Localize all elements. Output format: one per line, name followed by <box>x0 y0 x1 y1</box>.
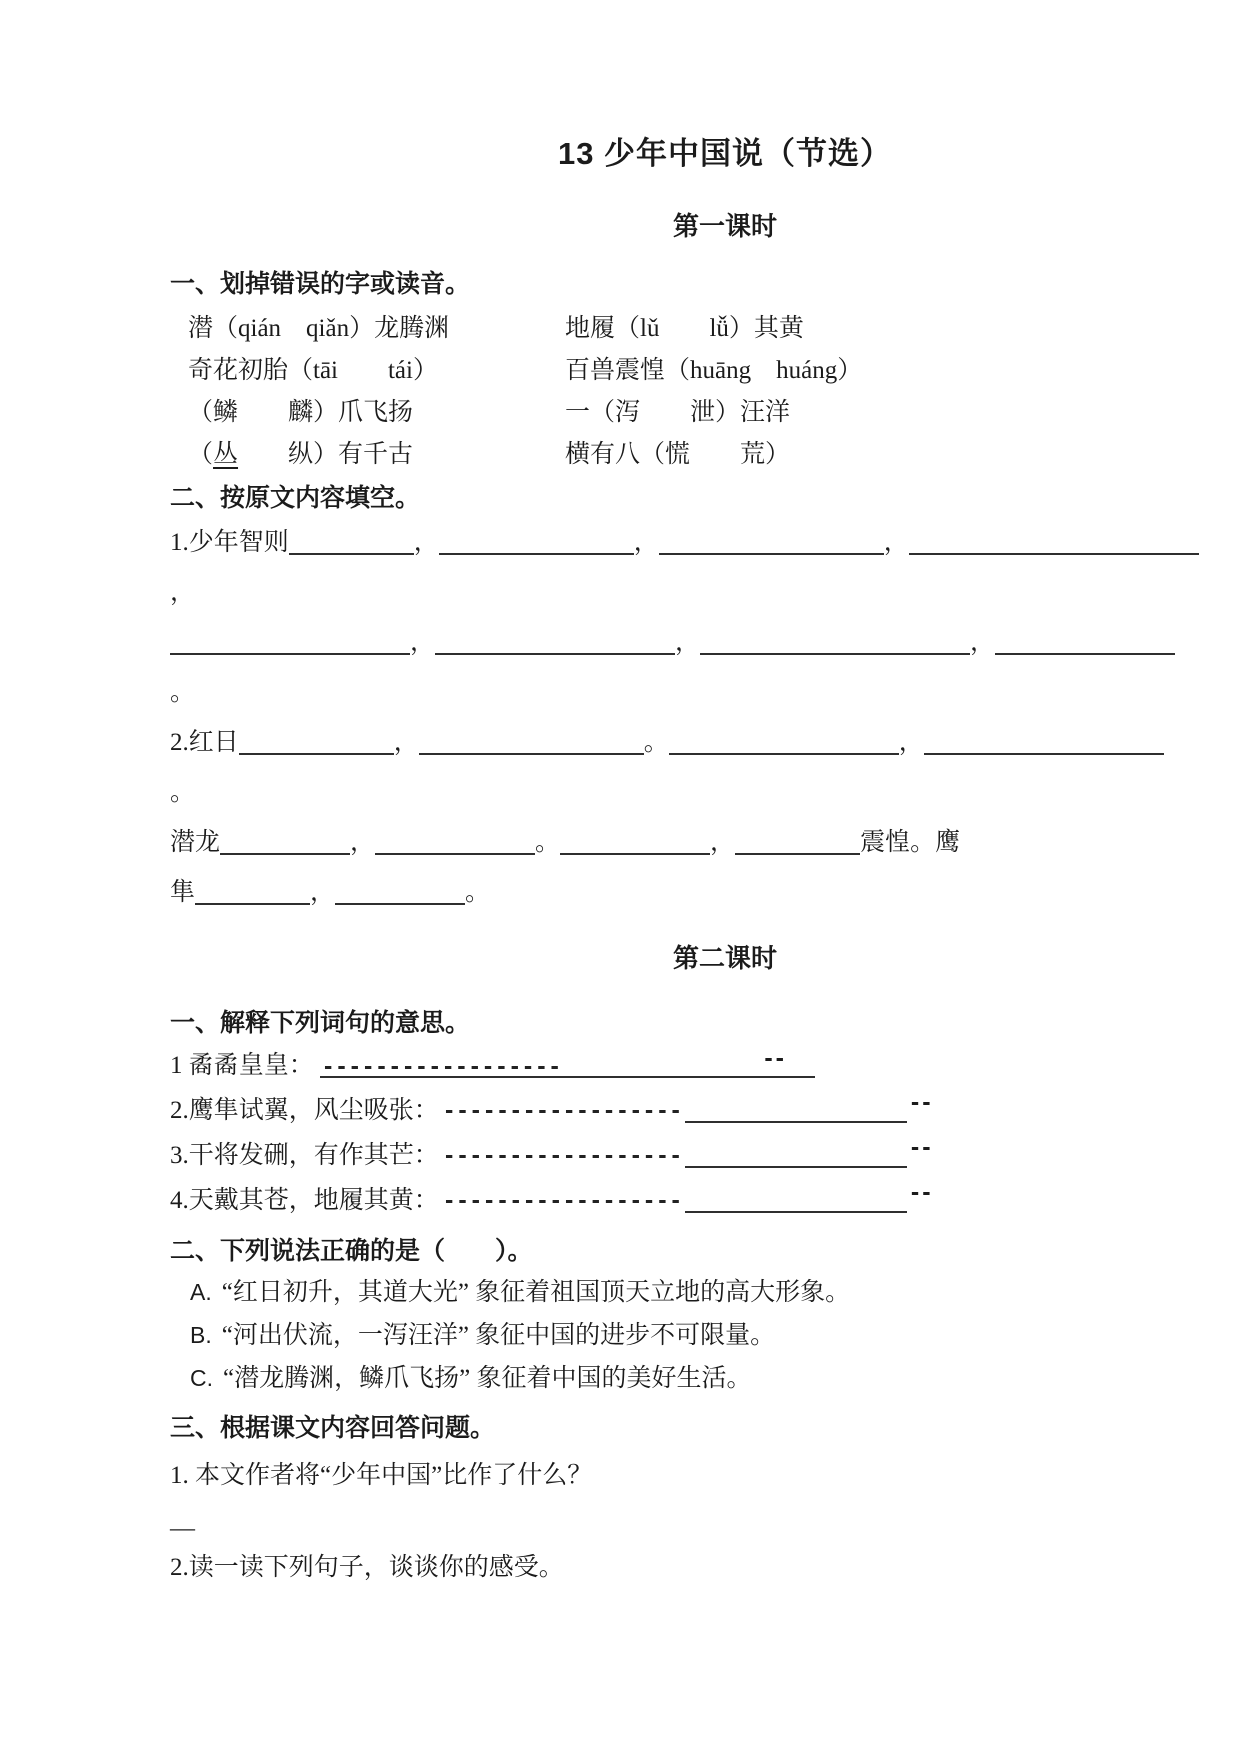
pinyin-choice-left: （丛 纵）有千古 <box>188 441 414 468</box>
question-1: 1. 本文作者将“少年中国”比作了什么？ <box>170 1462 593 1489</box>
option-b-label: B. <box>190 1322 212 1348</box>
part2-section3-heading: 三、根据课文内容回答问题。 <box>170 1414 496 1442</box>
definition-item: 3.干将发硎，有作其芒： ------------------ -- <box>170 1133 934 1169</box>
fill-blank-line: ， <box>170 579 196 606</box>
part2-section1-heading: 一、解释下列词句的意思。 <box>170 1009 471 1037</box>
definition-item: 4.天戴其苍，地履其黄： ------------------ -- <box>170 1178 934 1214</box>
lesson-period-1-heading: 第一课时 <box>672 211 777 241</box>
part2-section2-heading: 二、下列说法正确的是（ ）。 <box>170 1237 533 1265</box>
option-a <box>170 1271 1241 1314</box>
fill-blank-line: ， ， ， <box>170 618 1241 668</box>
definition-item: 1 矞矞皇皇： ------------------ -- <box>170 1043 1241 1088</box>
fill-blank-line: 。 <box>170 679 196 706</box>
pinyin-choice-left: （鳞 麟）爪飞扬 <box>188 399 414 426</box>
pinyin-choice-left: 奇花初胎（tāi tái） <box>188 357 438 384</box>
pinyin-choice-right: 百兽震惶（huāng huáng） <box>565 357 863 384</box>
part1-section1-heading: 一、划掉错误的字或读音。 <box>170 270 471 298</box>
option-a-label: A. <box>190 1279 212 1305</box>
multiple-choice-options <box>170 1271 1241 1400</box>
pinyin-choice-right: 地履（lǔ lǚ）其黄 <box>565 315 804 342</box>
fill-blank-line: 隼 ， 。 <box>170 879 491 906</box>
option-a-text: “红日初升，其道大光” 象征着祖国顶天立地的高大形象。 <box>221 1279 851 1306</box>
lesson-period-2-heading: 第二课时 <box>672 943 777 973</box>
definition-item: 2.鹰隼试翼，风尘吸张： ------------------ -- <box>170 1088 934 1124</box>
worksheet-title: 13 少年中国说（节选） <box>557 136 893 171</box>
pinyin-choice-left: 潜（qián qiǎn）龙腾渊 <box>188 315 450 342</box>
part1-section2-heading: 二、按原文内容填空。 <box>170 484 421 512</box>
option-c-label: C. <box>190 1365 213 1391</box>
definition-items <box>170 1043 1241 1223</box>
pinyin-choice-row <box>170 392 1241 434</box>
option-b-text: “河出伏流，一泻汪洋” 象征中国的进步不可限量。 <box>221 1322 776 1349</box>
pinyin-choice-row <box>170 434 1241 476</box>
option-b <box>170 1314 1241 1357</box>
pinyin-choice-row <box>170 350 1241 392</box>
option-c-text: “潜龙腾渊，鳞爪飞扬” 象征着中国的美好生活。 <box>223 1365 752 1392</box>
pinyin-choice-right: 横有八（慌 荒） <box>565 441 791 468</box>
pinyin-choice-row <box>170 308 1241 350</box>
pinyin-choice-rows <box>170 308 1241 476</box>
answer-line-dash: — <box>170 1515 195 1542</box>
option-c <box>170 1357 1241 1400</box>
fill-blank-line: 2.红日 ， 。 ， <box>170 718 1241 768</box>
fill-blank-line: 。 <box>170 779 196 806</box>
fill-blank-line: 潜龙 ， 。 ， 震惶。鹰 <box>170 829 961 856</box>
fill-blank-line: 1.少年智则 ， ， ， <box>170 518 1241 568</box>
question-2: 2.读一读下列句子，谈谈你的感受。 <box>170 1554 564 1581</box>
fill-in-blank-block <box>170 518 1241 918</box>
pinyin-choice-right: 一（泻 泄）汪洋 <box>565 399 791 426</box>
